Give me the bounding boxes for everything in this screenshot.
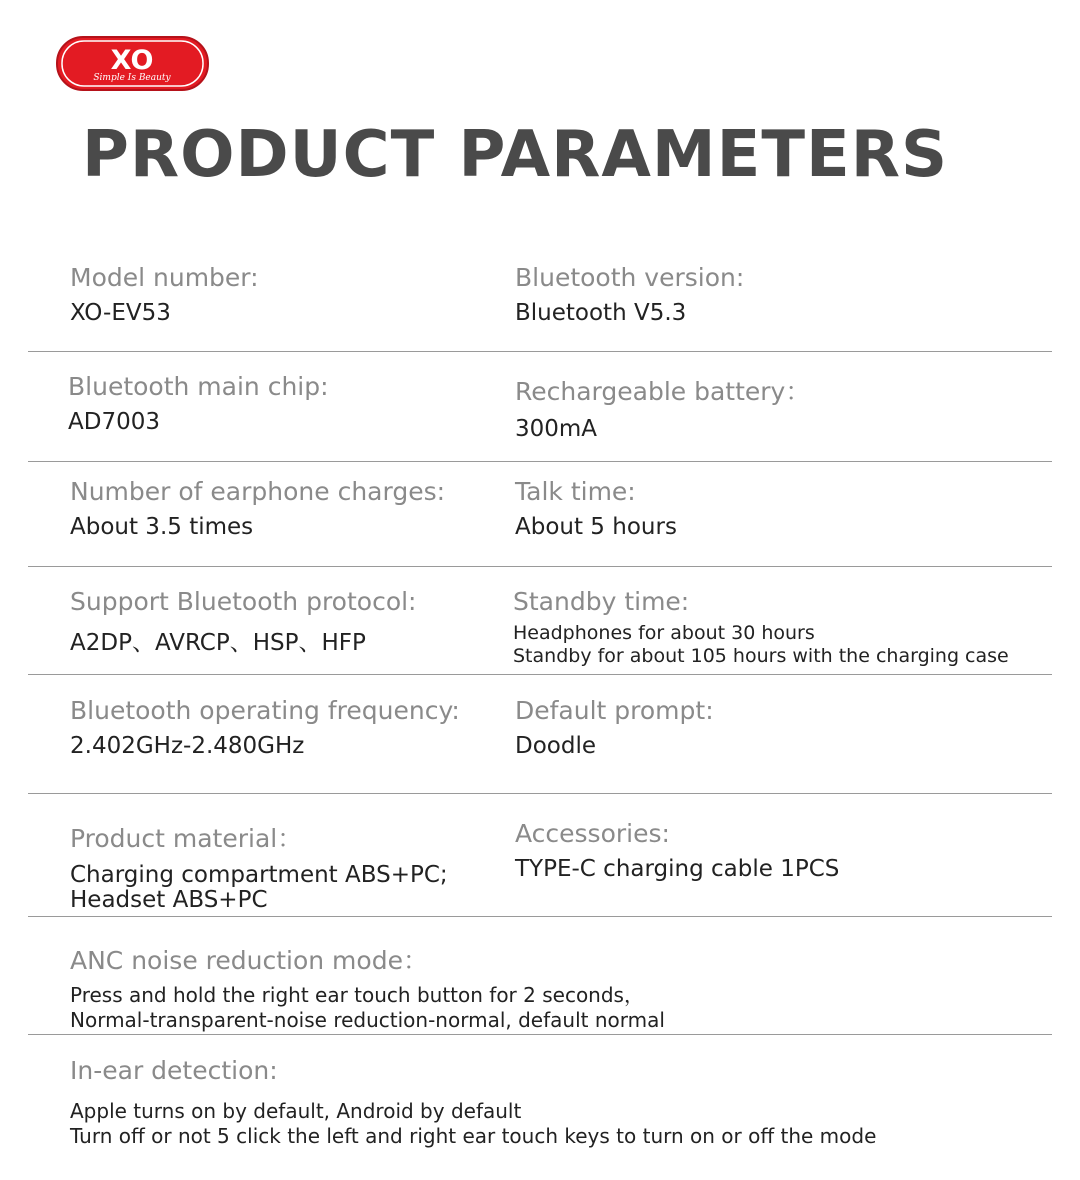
param-label: In-ear detection: <box>70 1056 278 1085</box>
value-line: Headset ABS+PC <box>70 887 268 913</box>
logo-text: XO <box>110 45 154 76</box>
param-label: Model number: <box>70 263 259 292</box>
page-title: PRODUCT PARAMETERS <box>81 118 949 192</box>
param-value: TYPE-C charging cable 1PCS <box>515 856 840 882</box>
value-line: Normal-transparent-noise reduction-normal, default normal <box>70 1008 665 1032</box>
divider <box>28 1034 1052 1035</box>
param-label: Default prompt: <box>515 696 714 725</box>
param-label: Support Bluetooth protocol: <box>70 587 417 616</box>
param-label: Number of earphone charges: <box>70 477 446 506</box>
param-prompt <box>515 696 714 759</box>
logo-tagline: Simple Is Beauty <box>93 73 171 83</box>
param-value: A2DP、AVRCP、HSP、HFP <box>70 630 366 656</box>
param-label: Rechargeable battery： <box>515 377 811 406</box>
param-model <box>70 263 259 326</box>
divider <box>28 916 1052 917</box>
param-value: Doodle <box>515 733 596 759</box>
param-accessories <box>515 819 839 882</box>
param-chip <box>68 372 329 435</box>
param-value: About 3.5 times <box>70 514 254 540</box>
param-standby <box>513 587 1009 668</box>
param-charges <box>70 477 445 540</box>
divider <box>28 566 1052 567</box>
value-line: Turn off or not 5 click the left and right ear touch keys to turn on or off the mode <box>70 1124 877 1148</box>
value-line: Charging compartment ABS+PC; <box>70 862 448 888</box>
divider <box>28 674 1052 675</box>
param-battery <box>515 372 810 442</box>
param-talk <box>515 477 677 540</box>
value-line: Press and hold the right ear touch button for 2 seconds， <box>70 983 644 1007</box>
param-material <box>70 819 448 913</box>
param-label: Bluetooth version: <box>515 263 745 292</box>
param-value <box>513 622 1009 668</box>
param-label: Product material： <box>70 824 303 853</box>
param-frequency <box>70 696 460 759</box>
param-value: Bluetooth V5.3 <box>515 300 687 326</box>
divider <box>28 461 1052 462</box>
param-bt-version <box>515 263 744 326</box>
param-value <box>70 983 665 1033</box>
param-value: 2.402GHz-2.480GHz <box>70 733 305 759</box>
brand-logo <box>55 35 210 92</box>
param-value: AD7003 <box>68 409 160 435</box>
param-protocol <box>70 587 416 657</box>
param-value: About 5 hours <box>515 514 677 540</box>
param-value: XO-EV53 <box>70 300 171 326</box>
param-label: Bluetooth main chip: <box>68 372 329 401</box>
value-line: Headphones for about 30 hours <box>513 622 815 644</box>
param-value <box>70 1099 876 1149</box>
param-label: Standby time: <box>513 587 690 616</box>
param-label: Accessories: <box>515 819 670 848</box>
divider <box>28 351 1052 352</box>
param-anc <box>70 941 665 1033</box>
param-value: 300mA <box>515 416 598 442</box>
param-inear <box>70 1056 876 1149</box>
value-line: Standby for about 105 hours with the charging case <box>513 645 1009 667</box>
value-line: Apple turns on by default, Android by default <box>70 1099 522 1123</box>
param-value <box>70 863 448 913</box>
divider <box>28 793 1052 794</box>
param-label: Talk time: <box>515 477 636 506</box>
param-label: ANC noise reduction mode： <box>70 946 428 975</box>
param-label: Bluetooth operating frequency: <box>70 696 460 725</box>
